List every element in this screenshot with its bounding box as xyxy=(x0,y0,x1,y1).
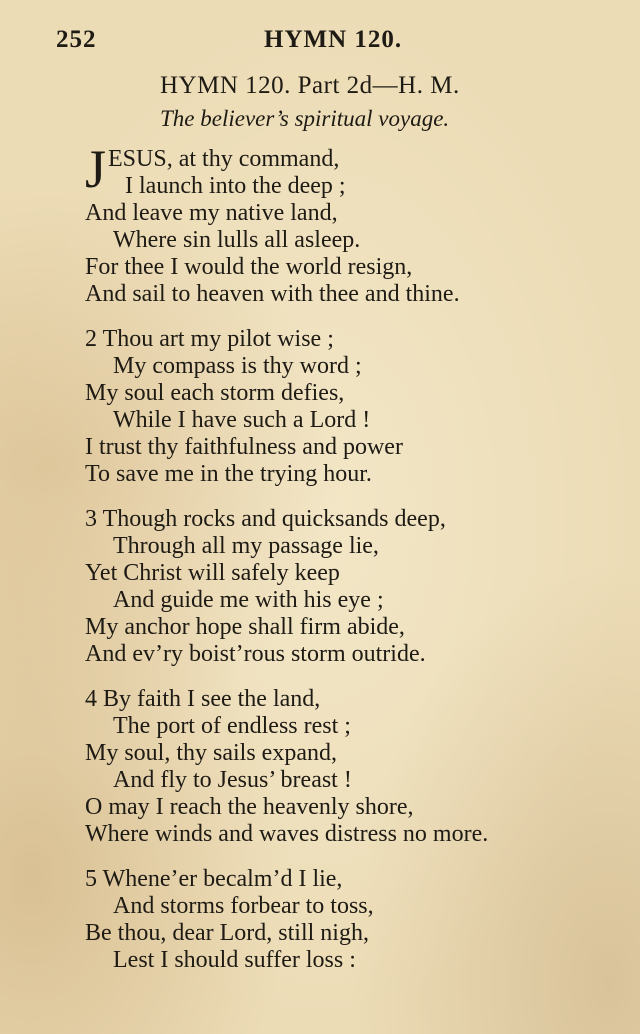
stanza-3 xyxy=(85,506,625,668)
verse-line: To save me in the trying hour. xyxy=(85,461,372,487)
hymn-verses xyxy=(85,139,625,992)
verse-line: And guide me with his eye ; xyxy=(113,587,384,613)
verse-line: The port of endless rest ; xyxy=(113,713,351,739)
verse-line: My anchor hope shall firm abide, xyxy=(85,614,405,640)
verse-line: And leave my native land, xyxy=(85,200,338,226)
verse-line: Be thou, dear Lord, still nigh, xyxy=(85,920,369,946)
verse-line: O may I reach the heavenly shore, xyxy=(85,794,414,820)
verse-line: And storms forbear to toss, xyxy=(113,893,374,919)
hymn-title: HYMN 120. Part 2d—H. M. xyxy=(160,72,460,99)
verse-line: Where sin lulls all asleep. xyxy=(113,227,361,253)
verse-line: 5 Whene’er becalm’d I lie, xyxy=(85,866,343,892)
verse-line: I launch into the deep ; xyxy=(125,173,346,199)
verse-line: Lest I should suffer loss : xyxy=(113,947,356,973)
verse-line: Through all my passage lie, xyxy=(113,533,379,559)
drop-cap: J xyxy=(85,139,107,199)
verse-line: My compass is thy word ; xyxy=(113,353,362,379)
verse-line: And fly to Jesus’ breast ! xyxy=(113,767,352,793)
hymn-subtitle: The believer’s spiritual voyage. xyxy=(160,106,450,131)
page-header xyxy=(0,26,640,60)
stanza-4 xyxy=(85,686,625,848)
verse-line: For thee I would the world resign, xyxy=(85,254,413,280)
page-number: 252 xyxy=(56,26,97,53)
verse-line: While I have such a Lord ! xyxy=(113,407,371,433)
verse-line: Yet Christ will safely keep xyxy=(85,560,340,586)
verse-line-text: ESUS, at thy command, xyxy=(108,146,340,172)
stanza-2 xyxy=(85,326,625,488)
verse-line: And ev’ry boist’rous storm outride. xyxy=(85,641,426,667)
verse-line: I trust thy faithfulness and power xyxy=(85,434,403,460)
verse-line: 4 By faith I see the land, xyxy=(85,686,321,712)
verse-line: Where winds and waves distress no more. xyxy=(85,821,489,847)
verse-line: My soul, thy sails expand, xyxy=(85,740,337,766)
verse-line: My soul each storm defies, xyxy=(85,380,345,406)
stanza-5 xyxy=(85,866,625,974)
verse-line: And sail to heaven with thee and thine. xyxy=(85,281,460,307)
running-head: HYMN 120. xyxy=(264,26,403,53)
stanza-1 xyxy=(85,139,625,308)
verse-line: 2 Thou art my pilot wise ; xyxy=(85,326,334,352)
verse-line: 3 Though rocks and quicksands deep, xyxy=(85,506,446,532)
